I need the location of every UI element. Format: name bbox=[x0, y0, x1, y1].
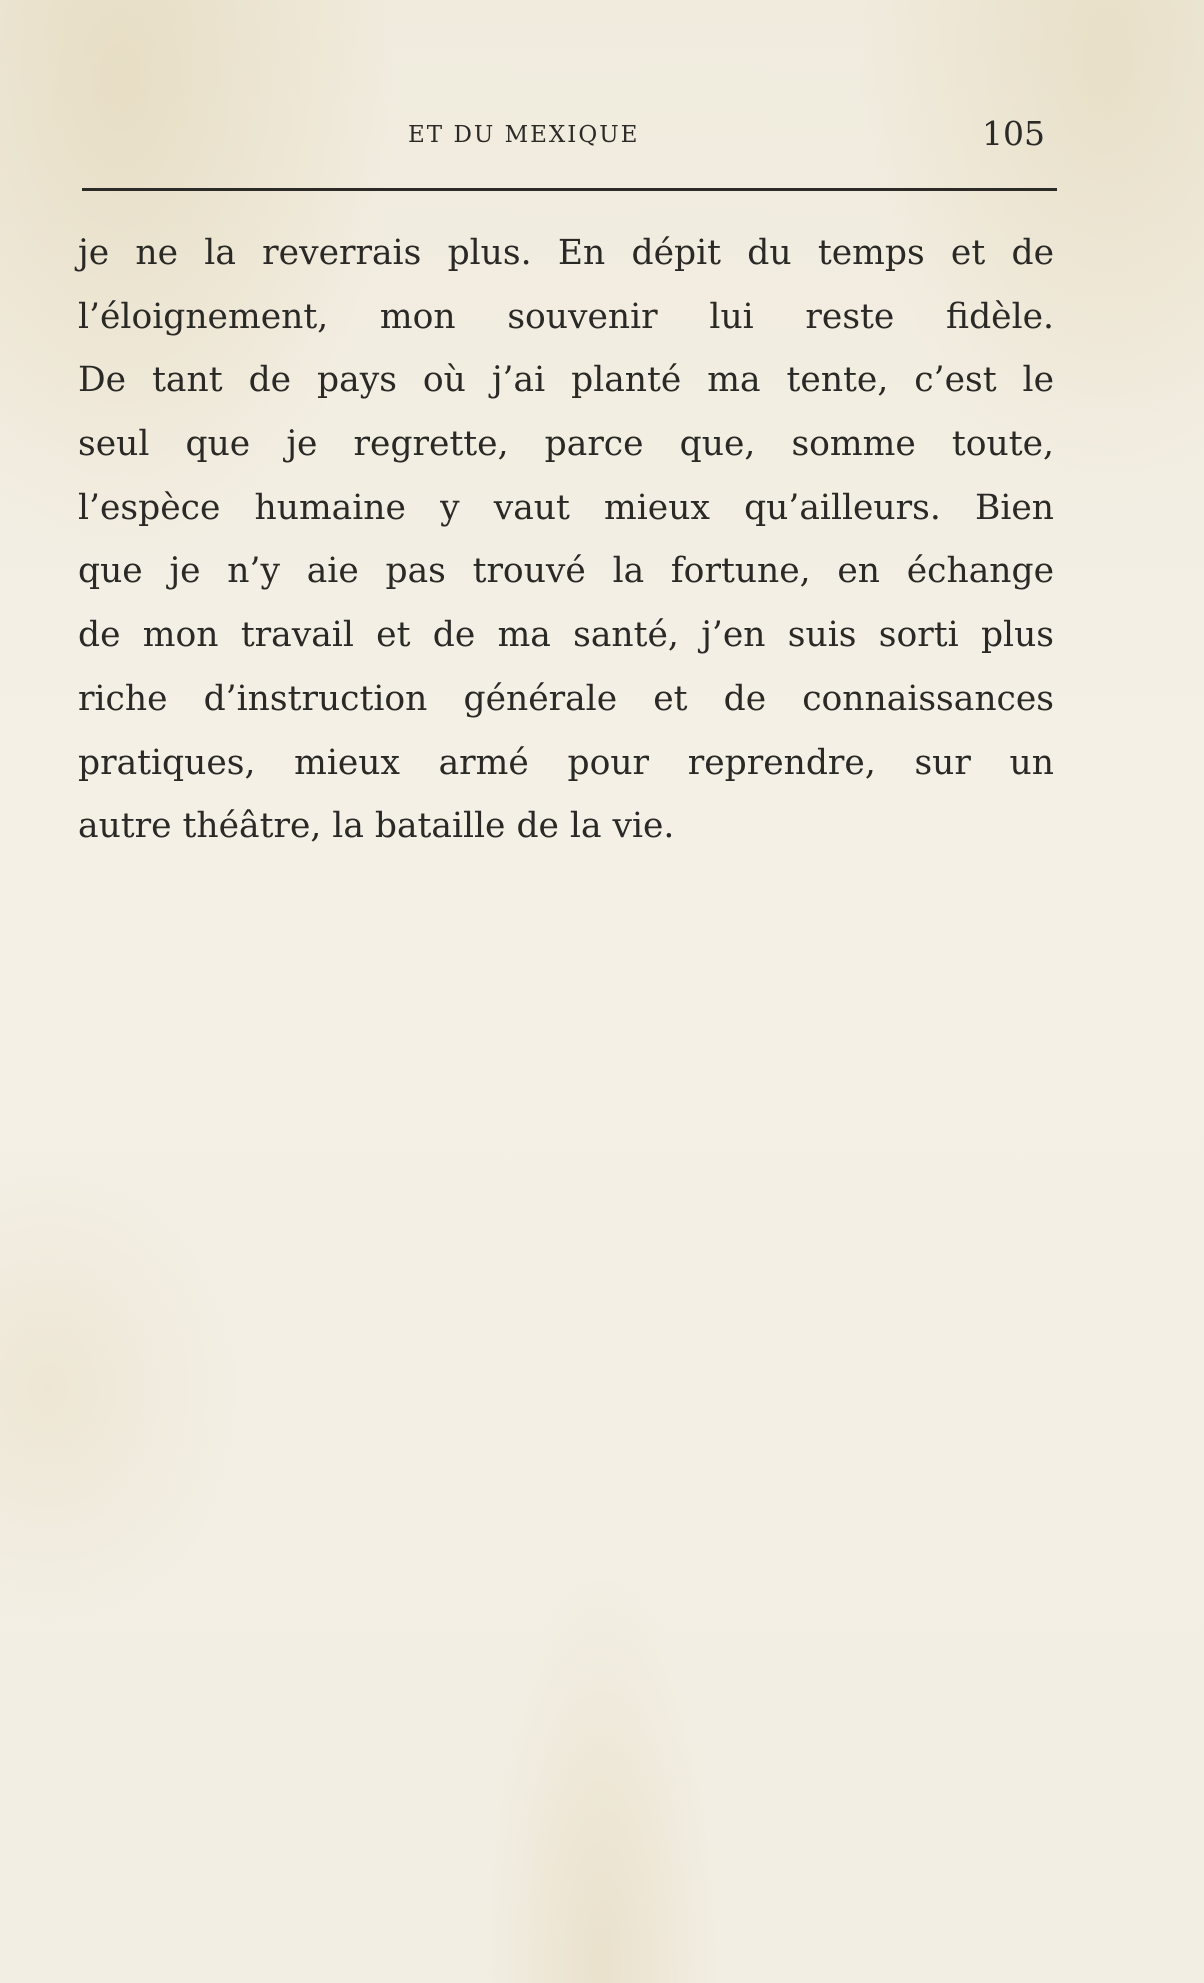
text-line: que je n’y aie pas trouvé la fortune, en échange bbox=[78, 551, 1054, 592]
running-title: ET DU MEXIQUE bbox=[408, 122, 640, 148]
page-number: 105 bbox=[982, 114, 1045, 153]
text-line: je ne la reverrais plus. En dépit du temps et de bbox=[78, 233, 1054, 273]
header-rule bbox=[82, 188, 1057, 191]
text-line: de mon travail et de ma santé, j’en suis sorti plus bbox=[78, 615, 1054, 656]
text-line: riche d’instruction générale et de connaissances bbox=[78, 678, 1054, 719]
running-header bbox=[0, 114, 1204, 158]
text-line: seul que je regrette, parce que, somme toute, bbox=[78, 424, 1054, 465]
text-line: autre théâtre, la bataille de la vie. bbox=[78, 806, 675, 847]
text-line: De tant de pays où j’ai planté ma tente, c’est le bbox=[78, 360, 1054, 401]
body-paragraph bbox=[78, 222, 1054, 859]
text-line: pratiques, mieux armé pour reprendre, sur un bbox=[78, 742, 1054, 783]
text-line: l’espèce humaine y vaut mieux qu’ailleurs. Bien bbox=[78, 487, 1054, 528]
text-line: l’éloignement, mon souvenir lui reste fidèle. bbox=[78, 296, 1054, 337]
